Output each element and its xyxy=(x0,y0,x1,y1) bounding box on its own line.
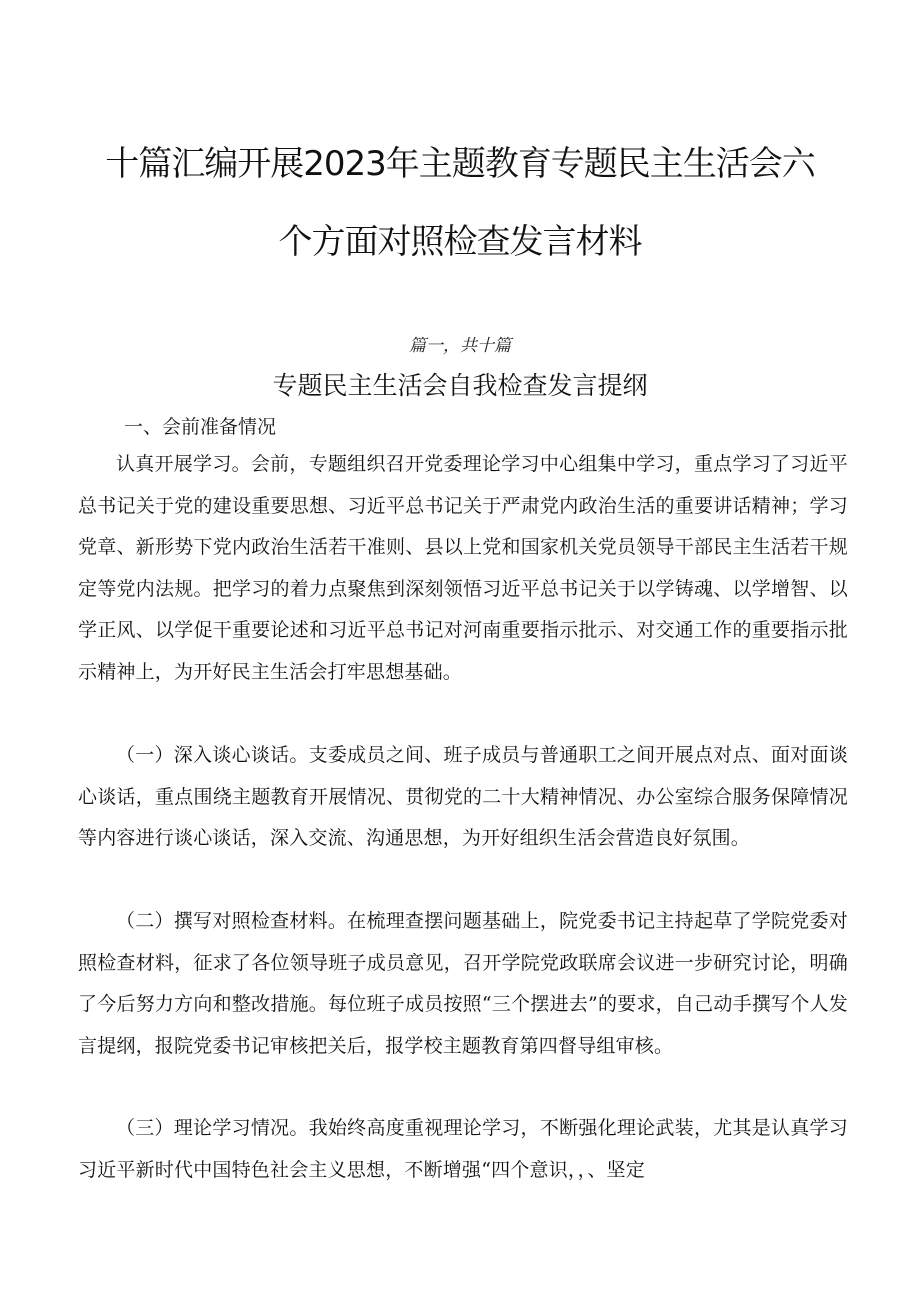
paragraph-talks: （一）深入谈心谈话。支委成员之间、班子成员与普通职工之间开展点对点、面对面谈心谈话，重点围绕主题教育开展情况、贯彻党的二十大精神情况、办公室综合服务保障情况等内容进行谈心谈话，深入交流、沟通思想，为开好组织生活会营造良好氛围。 xyxy=(78,744,848,849)
paragraph-materials: （二）撰写对照检查材料。在梳理查摆问题基础上，院党委书记主持起草了学院党委对照检查材料，征求了各位领导班子成员意见，召开学院党政联席会议进一步研究讨论，明确了今后努力方向和整改措施。每位班子成员按照“三个摆进去”的要求，自己动手撰写个人发言提纲，报院党委书记审核把关后，报学校主题教育第四督导组审核。 xyxy=(78,910,848,1057)
paragraph-study: 认真开展学习。会前，专题组织召开党委理论学习中心组集中学习，重点学习了习近平总书记关于党的建设重要思想、习近平总书记关于严肃党内政治生活的重要讲话精神；学习党章、新形势下党内政治生活若干准则、县以上党和国家机关党员领导干部民主生活若干规定等党内法规。把学习的着力点聚焦到深刻领悟习近平总书记关于以学铸魂、以学增智、以学正风、以学促干重要论述和习近平总书记对河南重要指示批示、对交通工作的重要指示批示精神上，为开好民主生活会打牢思想基础。 xyxy=(78,453,848,683)
section-title: 专题民主生活会自我检查发言提纲 xyxy=(272,371,648,400)
document-title-line-1: 十篇汇编开展2023年主题教育专题民主生活会六 xyxy=(105,144,815,184)
paragraph-theory: （三）理论学习情况。我始终高度重视理论学习，不断强化理论武装，尤其是认真学习习近平新时代中国特色社会主义思想，不断增强“四个意识，，、坚定 xyxy=(78,1117,848,1181)
heading-preparation: 一、会前准备情况 xyxy=(124,416,277,438)
article-number: 篇一，共十篇 xyxy=(409,336,511,356)
document-title-line-2: 个方面对照检查发言材料 xyxy=(278,222,642,262)
